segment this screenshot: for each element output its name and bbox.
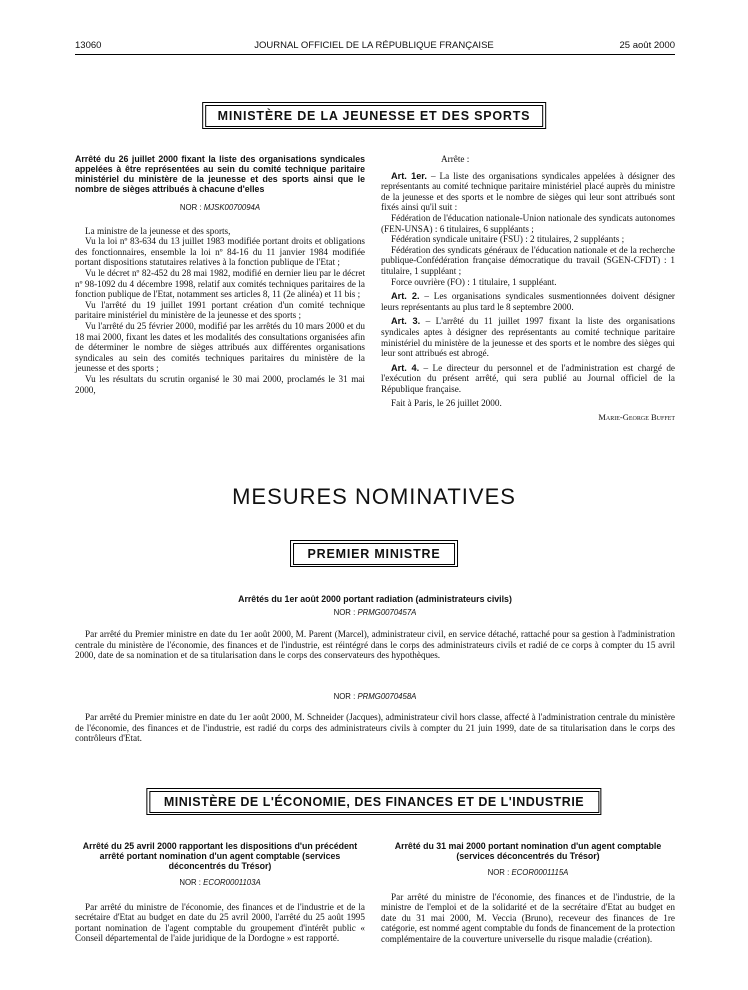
- section-heading: MESURES NOMINATIVES: [232, 484, 516, 509]
- union-item: Fédération des syndicats généraux de l'éducation nationale et de la recherche publique-Confédération française démocratique du travail (SGEN-CFDT) : 1 titulaire, 1 suppléant ;: [381, 244, 675, 276]
- paragraph: Vu la loi nº 83-634 du 13 juillet 1983 modifiée portant droits et obligations des fonctionnaires, ensemble la loi nº 84-16 du 11 janvier 1984 modifiée portant dispositions statutaires relatives à la fonction publique de l'Etat ;: [75, 236, 365, 268]
- right-column: [381, 154, 675, 423]
- ministry-heading-box: [202, 102, 546, 129]
- article-text: – L'arrêté du 11 juillet 1997 fixant la liste des organisations syndicales aptes à désigner des représentants au comité technique paritaire ministériel du ministère de la jeunesse et des sports et le nombre des sièges qui leur sont attribués est abrogé.: [381, 316, 675, 359]
- decree-body: [75, 629, 675, 661]
- union-item: Force ouvrière (FO) : 1 titulaire, 1 suppléant.: [391, 276, 557, 287]
- journal-title: JOURNAL OFFICIEL DE LA RÉPUBLIQUE FRANÇAISE: [254, 40, 494, 51]
- paragraph: Par arrêté du ministre de l'économie, des finances et de l'industrie, de la ministre de l'emploi et de la solidarité et de la secrétaire d'Etat au budget en date du 31 mai 2000, M. Veccia (Bruno), receveur des finances de 1re catégorie, est nommé agent comptable du fonds de financement de la protection complémentaire de la couverture universelle du risque maladie (création).: [381, 891, 675, 944]
- article-4: [381, 363, 675, 395]
- union-item: Fédération de l'éducation nationale-Union nationale des syndicats autonomes (FEN-UNSA) : 6 titulaires, 6 suppléants ;: [381, 212, 675, 234]
- nor-line: [381, 868, 675, 879]
- nor-code: ECOR0001115A: [511, 868, 569, 877]
- nor-label: NOR :: [179, 878, 201, 887]
- arrete-label: Arrête :: [441, 154, 470, 164]
- nor-label: NOR :: [333, 608, 356, 617]
- ministry-heading: PREMIER MINISTRE: [293, 543, 456, 565]
- left-column: [75, 841, 365, 944]
- decree-title: Arrêté du 26 juillet 2000 fixant la liste des organisations syndicales appelées à être représentées au sein du comité technique paritaire ministériel du ministère de la jeunesse et des sports ainsi que le nombre de sièges attribués à chacune d'elles: [75, 154, 365, 194]
- article-label: Art. 3.: [391, 316, 421, 327]
- article-label: Art. 2.: [391, 291, 420, 302]
- paragraph: Par arrêté du Premier ministre en date du 1er août 2000, M. Parent (Marcel), administrateur civil, en service détaché, rattaché pour sa gestion à l'administration centrale du ministère de l'économie, des finances et de l'industrie, est réintégré dans le corps des administrateurs civils et radié de ce corps à compter du 15 avril 2000, date de sa nomination et de sa titularisation dans le corps des conservateurs des hypothèques.: [75, 629, 675, 661]
- article-text: – La liste des organisations syndicales appelées à désigner des représentants au comité technique paritaire ministériel placé auprès du ministre de la jeunesse et des sports et le nombre de sièges qui leur sont attribués sont fixés ainsi qu'il suit :: [381, 170, 676, 213]
- nor-code: ECOR0001103A: [203, 878, 261, 887]
- nor-code: MJSK0070094A: [203, 203, 261, 212]
- ministry-heading: MINISTÈRE DE L'ÉCONOMIE, DES FINANCES ET DE L'INDUSTRIE: [149, 791, 599, 813]
- paragraph: Vu l'arrêté du 25 février 2000, modifié par les arrêtés du 10 mars 2000 et du 18 mai 2000, fixant les dates et les modalités des consultations organisées afin de déterminer le nombre de sièges attribués aux différentes organisations syndicales au sein des comités techniques paritaires du ministère de la jeunesse et des sports ;: [75, 320, 365, 374]
- paragraph: Par arrêté du Premier ministre en date du 1er août 2000, M. Schneider (Jacques), administrateur civil hors classe, affecté à l'administration centrale du ministère de l'économie, des finances et de l'industrie, est radié du corps des administrateurs civils à compter du 21 juin 1999, date de sa titularisation dans le corps des contrôleurs d'Etat.: [75, 712, 675, 744]
- article-1: [381, 171, 675, 213]
- decree-title: Arrêtés du 1er août 2000 portant radiation (administrateurs civils): [238, 594, 512, 604]
- paragraph: Par arrêté du ministre de l'économie, des finances et de l'industrie et de la secrétaire d'Etat au budget en date du 25 avril 2000, l'arrêté du 25 août 1995 portant nomination de l'agent comptable du groupement d'intérêt public « Conseil départemental de l'aide juridique de la Dordogne » est rapporté.: [75, 901, 365, 944]
- signature: Marie-George Buffet: [598, 412, 675, 423]
- nor-code: PRMG0070457A: [357, 608, 417, 617]
- nor-line: [75, 878, 365, 889]
- paragraph: Vu l'arrêté du 19 juillet 1991 portant création d'un comité technique paritaire ministériel du ministère de la jeunesse et des sports ;: [75, 299, 365, 321]
- done-at: Fait à Paris, le 26 juillet 2000.: [391, 398, 502, 409]
- article-text: – Le directeur du personnel et de l'administration est chargé de l'exécution du présent arrêté, qui sera publié au Journal officiel de la République française.: [381, 362, 675, 394]
- header-rule: [75, 54, 675, 55]
- article-2: [381, 291, 675, 312]
- nor-line: [75, 203, 365, 214]
- decree-title: Arrêté du 25 avril 2000 rapportant les dispositions d'un précédent arrêté portant nomination d'un agent comptable (services déconcentrés du Trésor): [82, 841, 358, 871]
- article-text: – Les organisations syndicales susmentionnées doivent désigner leurs représentants au plus tard le 8 septembre 2000.: [381, 291, 675, 312]
- nor-label: NOR :: [487, 868, 510, 877]
- nor-line: [75, 608, 675, 617]
- page-number: 13060: [75, 40, 102, 51]
- left-column: [75, 154, 365, 395]
- issue-date: 25 août 2000: [619, 40, 675, 51]
- ministry-heading-box: [290, 540, 458, 567]
- article-label: Art. 4.: [391, 362, 420, 373]
- nor-code: PRMG0070458A: [357, 692, 417, 701]
- paragraph: Vu le décret nº 82-452 du 28 mai 1982, modifié en dernier lieu par le décret nº 98-1092 du 4 décembre 1998, relatif aux comités techniques paritaires de la fonction publique de l'Etat, notamment ses articles 8, 11 (2e alinéa) et 11 bis ;: [75, 267, 365, 300]
- decree-body: [75, 712, 675, 744]
- paragraph: La ministre de la jeunesse et des sports,: [85, 225, 231, 236]
- ministry-heading: MINISTÈRE DE LA JEUNESSE ET DES SPORTS: [205, 105, 544, 127]
- union-item: Fédération syndicale unitaire (FSU) : 2 titulaires, 2 suppléants ;: [391, 234, 625, 245]
- article-label: Art. 1er.: [391, 170, 427, 181]
- right-column: [381, 841, 675, 945]
- article-3: [381, 316, 675, 358]
- nor-label: NOR :: [333, 692, 356, 701]
- nor-line: [75, 692, 675, 701]
- ministry-heading-box: [146, 788, 601, 815]
- nor-label: NOR :: [179, 203, 202, 212]
- paragraph: Vu les résultats du scrutin organisé le 30 mai 2000, proclamés le 31 mai 2000,: [75, 373, 365, 395]
- decree-title: Arrêté du 31 mai 2000 portant nomination d'un agent comptable (services déconcentrés du Trésor): [394, 841, 662, 861]
